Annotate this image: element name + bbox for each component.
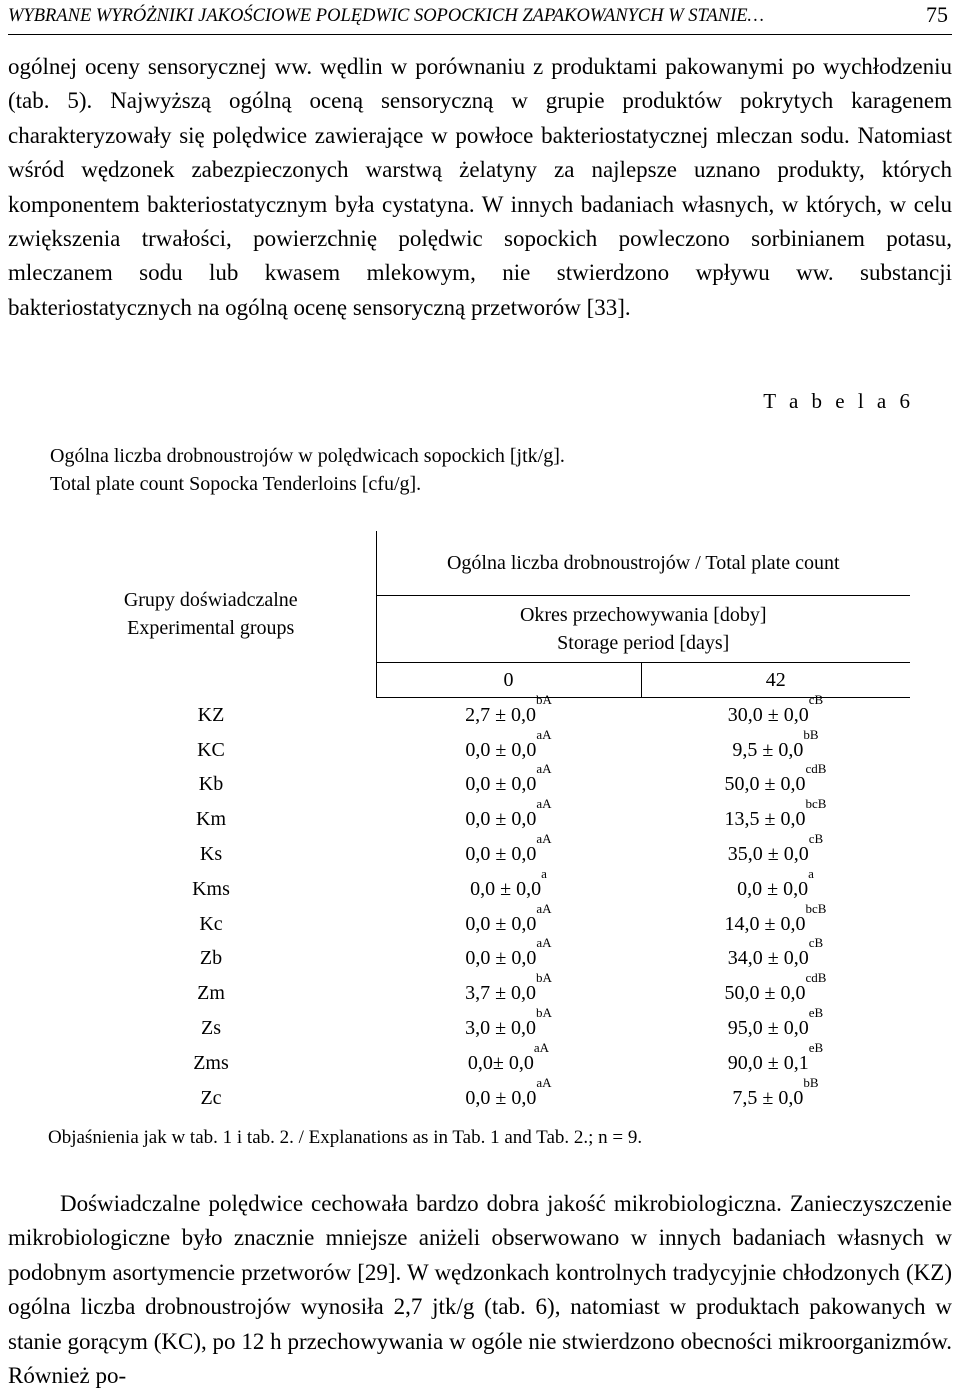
significance-d0: a <box>541 865 547 881</box>
header-storage-period-en: Storage period [days] <box>557 632 730 654</box>
table-row <box>46 733 910 768</box>
cell-group <box>46 942 376 977</box>
table-row <box>46 698 910 733</box>
cell-group <box>46 1081 376 1116</box>
group-label: Km <box>196 808 226 831</box>
significance-d0: aA <box>536 796 552 812</box>
body-paragraph-2: Doświadczalne polędwice cechowała bardzo dobra jakość mikrobiologiczna. Zanieczyszczenie mikrobiologiczne było znacznie mniejsze aniżeli obserwowano w innych badaniach własnych w podobnym asortymencie przetworów [29]. W wędzonkach kontrolnych tradycyjnie chłodzonych (KZ) ogólna liczba drobnoustrojów wynosiła 2,7 jtk/g (tab. 6), natomiast w produktach pakowanych w stanie gorącym (KC), po 12 h przechowywania w ogóle nie stwierdzono obecności mikroorganizmów. Również po- <box>8 1191 952 1389</box>
significance-d0: aA <box>536 900 552 916</box>
header-storage-period <box>376 596 910 663</box>
value-d42: 34,0 ± 0,0 <box>727 947 809 970</box>
cell-d0 <box>376 726 641 768</box>
header-groups-pl: Grupy doświadczalne <box>123 589 298 612</box>
cell-d42 <box>641 970 910 1011</box>
value-d42: 30,0 ± 0,0 <box>727 703 809 726</box>
significance-d42: cdB <box>805 970 827 986</box>
cell-group <box>46 802 376 837</box>
cell-d0 <box>376 970 641 1011</box>
cell-d42 <box>641 900 910 942</box>
cell-d42 <box>641 1005 910 1046</box>
cell-d0 <box>376 831 641 872</box>
cell-group <box>46 698 376 733</box>
significance-d42: bB <box>803 726 819 742</box>
cell-group <box>46 837 376 872</box>
value-d0: 0,0 ± 0,0 <box>465 1086 537 1109</box>
significance-d42: cB <box>808 831 824 847</box>
cell-group <box>46 1011 376 1046</box>
significance-d0: aA <box>536 935 552 951</box>
value-d0: 2,7 ± 0,0 <box>465 703 537 726</box>
value-d42: 14,0 ± 0,0 <box>724 912 806 935</box>
group-label: Zm <box>197 982 225 1005</box>
cell-group <box>46 976 376 1011</box>
value-d0: 3,0 ± 0,0 <box>465 1017 537 1040</box>
significance-d0: aA <box>536 726 552 742</box>
value-d0: 0,0± 0,0 <box>467 1051 534 1074</box>
table-label: T a b e l a 6 <box>763 389 914 413</box>
group-label: Kb <box>198 773 224 796</box>
value-d42: 35,0 ± 0,0 <box>727 843 809 866</box>
header-groups-en: Experimental groups <box>127 617 295 640</box>
significance-d0: aA <box>536 831 552 847</box>
group-label: Zms <box>193 1051 229 1074</box>
cell-group <box>46 768 376 803</box>
running-title: WYBRANE WYRÓŻNIKI JAKOŚCIOWE POLĘDWIC SOPOCKICH ZAPAKOWANYCH W STANIE… <box>8 6 765 26</box>
group-label: Kms <box>192 877 230 900</box>
value-d42: 50,0 ± 0,0 <box>724 773 806 796</box>
body-paragraph-1: ogólnej oceny sensorycznej ww. wędlin w porównaniu z produktami pakowanymi po wychłodzeniu (tab. 5). Najwyższą ogólną oceną sensoryczną w grupie produktów pokrytych karagenem charakteryzowały się polędwice zawierające w powłoce bakteriostatycznej mleczan sodu. Natomiast wśród wędzonek zabezpieczonych warstwą żelatyny za najlepsze uznano produkty, których komponentem bakteriostatycznym była cystatyna. W innych badaniach własnych, w których, w celu zwiększenia trwałości, powierzchnię polędwic sopockich powleczono sorbinianem potasu, mleczanem sodu lub kwasem mlekowym, nie stwierdzono wpływu ww. substancji bakteriostatycznych na ogólną ocenę sensoryczną przetworów [33]. <box>8 54 952 320</box>
significance-d42: eB <box>808 1039 824 1055</box>
table-row <box>46 872 910 907</box>
header-total-plate-count: Ogólna liczba drobnoustrojów / Total plate count <box>376 531 910 596</box>
value-d42: 90,0 ± 0,1 <box>727 1051 809 1074</box>
table-footnote: Objaśnienia jak w tab. 1 i tab. 2. / Explanations as in Tab. 1 and Tab. 2.; n = 9. <box>48 1127 643 1148</box>
cell-group <box>46 1046 376 1081</box>
running-header <box>8 2 952 35</box>
significance-d0: aA <box>536 1074 552 1090</box>
value-d0: 0,0 ± 0,0 <box>465 808 537 831</box>
data-table <box>46 531 910 1116</box>
cell-d0 <box>376 865 641 907</box>
header-storage-period-pl: Okres przechowywania [doby] <box>519 604 767 626</box>
table-row <box>46 1046 910 1081</box>
value-d0: 0,0 ± 0,0 <box>465 843 537 866</box>
group-label: Ks <box>199 843 223 866</box>
table-body <box>46 691 910 1116</box>
group-label: KZ <box>197 703 225 726</box>
value-d42: 7,5 ± 0,0 <box>732 1086 804 1109</box>
cell-d0 <box>376 900 641 942</box>
cell-d0 <box>376 796 641 837</box>
significance-d0: bA <box>536 691 552 707</box>
group-label: Zb <box>199 947 223 970</box>
cell-group <box>46 733 376 768</box>
significance-d0: aA <box>536 761 552 777</box>
significance-d42: bB <box>803 1074 819 1090</box>
value-d42: 0,0 ± 0,0 <box>737 877 809 900</box>
cell-d0 <box>376 1074 641 1116</box>
cell-d42 <box>641 935 910 977</box>
table-caption-pl: Ogólna liczba drobnoustrojów w polędwicach sopockich [jtk/g]. <box>50 445 565 467</box>
group-label: KC <box>197 738 225 761</box>
table-caption-en: Total plate count Sopocka Tenderloins [cfu/g]. <box>50 473 422 495</box>
group-label: Zs <box>201 1017 221 1040</box>
value-d42: 9,5 ± 0,0 <box>732 738 804 761</box>
cell-d0 <box>376 691 641 733</box>
table-row <box>46 837 910 872</box>
table-row <box>46 907 910 942</box>
cell-d0 <box>376 1039 641 1081</box>
significance-d42: cB <box>808 935 824 951</box>
significance-d42: a <box>808 865 814 881</box>
value-d0: 0,0 ± 0,0 <box>465 773 537 796</box>
value-d0: 0,0 ± 0,0 <box>470 877 542 900</box>
value-d42: 13,5 ± 0,0 <box>724 808 806 831</box>
group-label: Kc <box>199 912 223 935</box>
cell-d42 <box>641 831 910 872</box>
header-groups <box>46 531 376 698</box>
table-row <box>46 1011 910 1046</box>
cell-d42 <box>641 726 910 768</box>
cell-group <box>46 872 376 907</box>
value-d0: 0,0 ± 0,0 <box>465 738 537 761</box>
significance-d42: bcB <box>805 796 827 812</box>
value-d42: 95,0 ± 0,0 <box>727 1017 809 1040</box>
cell-d42 <box>641 691 910 733</box>
table-row <box>46 1081 910 1116</box>
cell-d42 <box>641 865 910 907</box>
table-row <box>46 976 910 1011</box>
header-day-42: 42 <box>641 663 910 698</box>
cell-d42 <box>641 761 910 803</box>
cell-d0 <box>376 1005 641 1046</box>
significance-d42: cdB <box>805 761 827 777</box>
cell-group <box>46 907 376 942</box>
header-day-0: 0 <box>376 663 641 698</box>
table-row <box>46 942 910 977</box>
cell-d42 <box>641 1074 910 1116</box>
significance-d0: bA <box>536 970 552 986</box>
cell-d0 <box>376 761 641 803</box>
table-row <box>46 802 910 837</box>
value-d0: 3,7 ± 0,0 <box>465 982 537 1005</box>
significance-d42: bcB <box>805 900 827 916</box>
significance-d0: bA <box>536 1005 552 1021</box>
value-d0: 0,0 ± 0,0 <box>465 912 537 935</box>
page-number: 75 <box>926 2 948 27</box>
cell-d0 <box>376 935 641 977</box>
significance-d0: aA <box>533 1039 550 1055</box>
significance-d42: cB <box>808 691 824 707</box>
significance-d42: eB <box>808 1005 824 1021</box>
cell-d42 <box>641 1039 910 1081</box>
value-d42: 50,0 ± 0,0 <box>724 982 806 1005</box>
group-label: Zc <box>200 1086 222 1109</box>
value-d0: 0,0 ± 0,0 <box>465 947 537 970</box>
cell-d42 <box>641 796 910 837</box>
table-row <box>46 768 910 803</box>
